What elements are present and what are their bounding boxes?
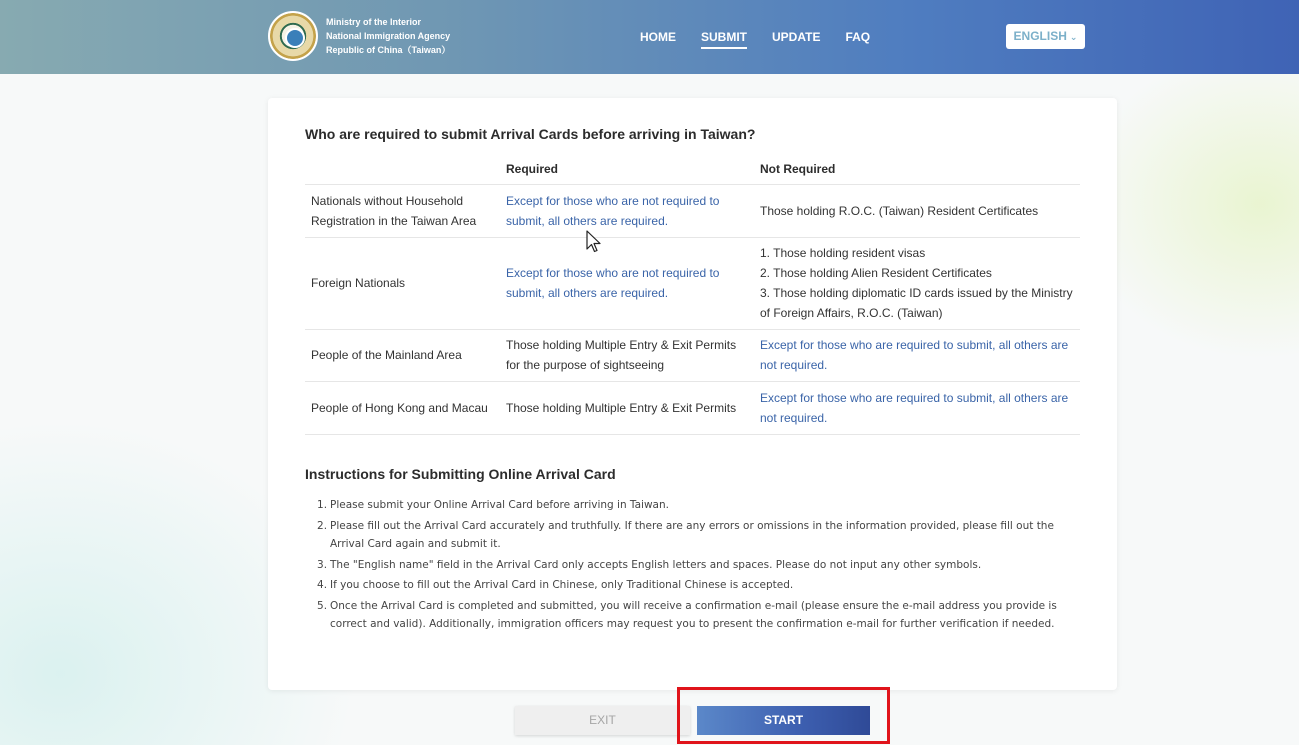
- mouse-cursor-icon: [586, 230, 602, 254]
- row-required: Except for those who are not required to submit, all others are required.: [500, 237, 754, 329]
- list-item: Once the Arrival Card is completed and submitted, you will receive a confirmation e-mail (please ensure the e-mail address you provide is correct and valid). Additionally, immigration officers may request you to present the confirmation e-mail for further verification if needed.: [330, 599, 1057, 630]
- table-row: [305, 237, 1080, 329]
- row-not-required: Those holding R.O.C. (Taiwan) Resident Certificates: [754, 184, 1080, 237]
- language-label: ENGLISH: [1013, 29, 1067, 43]
- agency-line-ministry: Ministry of the Interior: [326, 17, 422, 27]
- nav-home[interactable]: HOME: [640, 30, 676, 44]
- list-item: Please submit your Online Arrival Card before arriving in Taiwan.: [330, 499, 669, 511]
- nav-submit[interactable]: SUBMIT: [701, 0, 747, 74]
- start-button[interactable]: START: [697, 706, 870, 735]
- header-required: Required: [506, 161, 559, 176]
- list-item: If you choose to fill out the Arrival Card in Chinese, only Traditional Chinese is accepted.: [330, 579, 794, 591]
- instructions-title: Instructions for Submitting Online Arrival Card: [305, 466, 616, 482]
- not-required-item: 2. Those holding Alien Resident Certificates: [760, 266, 992, 280]
- header-not-required: Not Required: [760, 161, 836, 176]
- nav-faq[interactable]: FAQ: [845, 30, 871, 44]
- main-nav: [640, 0, 895, 74]
- site-header: [0, 0, 1299, 74]
- agency-line-roc: Republic of China（Taiwan）: [326, 45, 451, 55]
- requirements-table: [305, 154, 1080, 435]
- table-row: [305, 381, 1080, 434]
- table-header-row: [305, 154, 1080, 184]
- not-required-item: 3. Those holding diplomatic ID cards issued by the Ministry of Foreign Affairs, R.O.C. (Taiwan): [760, 286, 1073, 320]
- list-item: Please fill out the Arrival Card accurately and truthfully. If there are any errors or omissions in the information provided, please fill out the Arrival Card again and submit it.: [330, 519, 1054, 550]
- row-not-required: [754, 237, 1080, 329]
- language-select[interactable]: [1006, 24, 1085, 49]
- row-category: Foreign Nationals: [305, 237, 500, 329]
- agency-name: [326, 15, 450, 57]
- row-required: Those holding Multiple Entry & Exit Permits for the purpose of sightseeing: [500, 329, 754, 381]
- table-row: [305, 184, 1080, 237]
- not-required-item: 1. Those holding resident visas: [760, 246, 926, 260]
- exit-button[interactable]: EXIT: [515, 706, 690, 735]
- row-category: People of Hong Kong and Macau: [305, 381, 500, 434]
- chevron-down-icon: ⌄: [1069, 32, 1078, 42]
- row-category: Nationals without Household Registration in the Taiwan Area: [305, 184, 500, 237]
- requirements-title: Who are required to submit Arrival Cards before arriving in Taiwan?: [305, 126, 756, 142]
- row-required: Except for those who are not required to submit, all others are required.: [500, 184, 754, 237]
- row-required: Those holding Multiple Entry & Exit Permits: [500, 381, 754, 434]
- list-item: The "English name" field in the Arrival Card only accepts English letters and spaces. Please do not input any other symbols.: [330, 558, 982, 571]
- header-category: [305, 154, 500, 184]
- row-category: People of the Mainland Area: [305, 329, 500, 381]
- content-card: [268, 98, 1117, 690]
- agency-logo[interactable]: [268, 11, 450, 61]
- agency-line-nia: National Immigration Agency: [326, 31, 451, 41]
- row-not-required: Except for those who are required to submit, all others are not required.: [754, 381, 1080, 434]
- agency-seal-icon: [268, 11, 318, 61]
- row-not-required: Except for those who are required to submit, all others are not required.: [754, 329, 1080, 381]
- table-row: [305, 329, 1080, 381]
- instructions-list: [305, 496, 1080, 636]
- nav-update[interactable]: UPDATE: [772, 30, 821, 44]
